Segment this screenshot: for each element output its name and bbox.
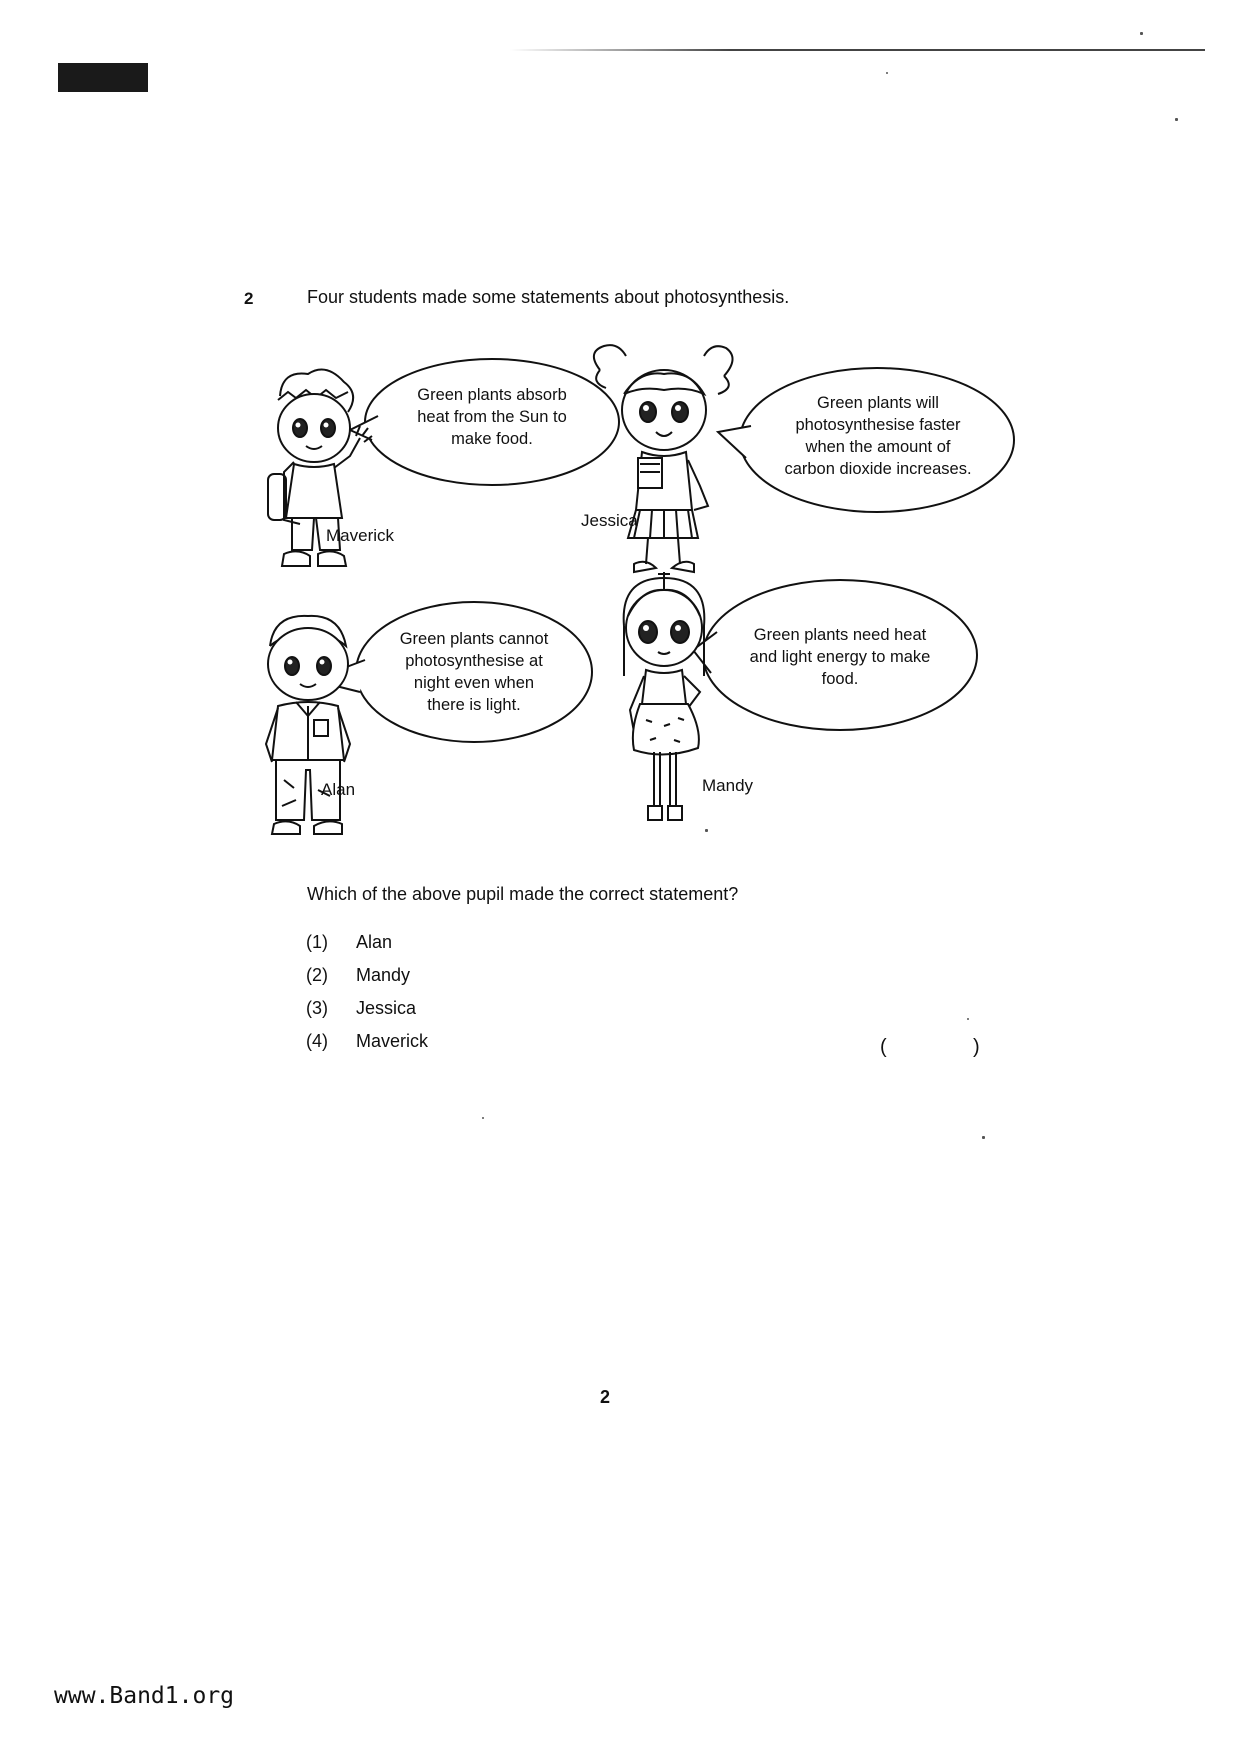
footer-url: www.Band1.org [54, 1683, 235, 1709]
answer-bracket-close: ) [973, 1036, 980, 1058]
statement-mandy: Green plants need heat and light energy to make food. [749, 626, 931, 688]
question-intro: Four students made some statements about photosynthesis. [307, 287, 790, 307]
student-name-mandy: Mandy [702, 776, 754, 795]
option-label[interactable]: Jessica [356, 998, 417, 1018]
option-number: (4) [306, 1031, 328, 1051]
statement-maverick: Green plants absorb heat from the Sun to make food. [417, 386, 567, 448]
option-label[interactable]: Alan [356, 932, 393, 952]
statement-jessica: Green plants will photosynthesise faster when the amount of carbon dioxide increases. [784, 394, 972, 478]
answer-bracket-open: ( [880, 1036, 887, 1058]
alan-figure [266, 616, 350, 834]
student-name-alan: Alan [321, 780, 356, 799]
option-label[interactable]: Mandy [356, 965, 411, 985]
question-prompt: Which of the above pupil made the correct statement? [307, 884, 739, 904]
redaction-bar [58, 63, 148, 92]
question-number: 2 [244, 289, 254, 308]
jessica-figure [594, 345, 733, 572]
student-name-maverick: Maverick [326, 526, 395, 545]
option-number: (3) [306, 998, 328, 1018]
option-label[interactable]: Maverick [356, 1031, 429, 1051]
student-name-jessica: Jessica [581, 511, 638, 530]
statement-alan: Green plants cannot photosynthesise at night even when there is light. [399, 630, 549, 714]
page-number: 2 [600, 1387, 611, 1407]
option-number: (2) [306, 965, 328, 985]
option-number: (1) [306, 932, 328, 952]
mandy-figure [624, 572, 705, 820]
